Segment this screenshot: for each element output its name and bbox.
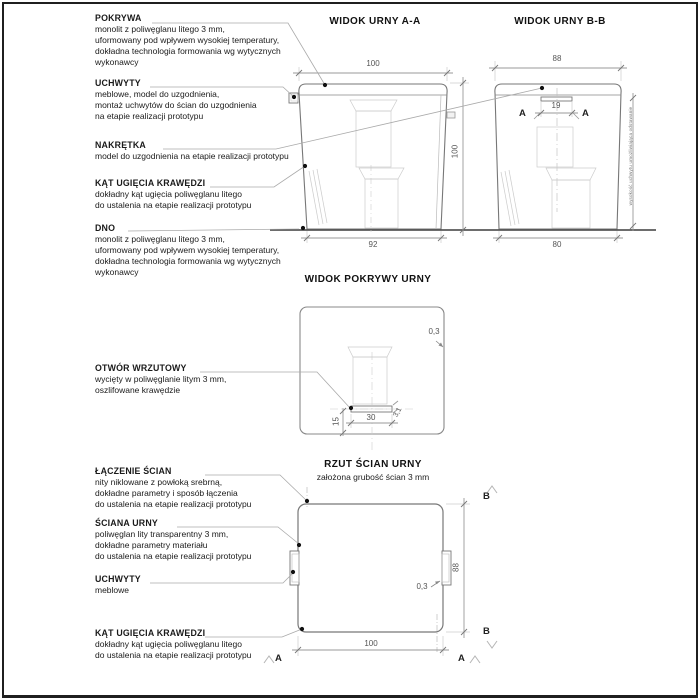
annotation-uchwyty-top: UCHWYTY meblowe, model do uzgodnienia, montaż uchwytów do ścian do uzgodnienia na etapie realizacji prototypu: [95, 78, 295, 122]
lid-dim-offset-label: 15: [331, 417, 341, 426]
view-bb-title: WIDOK URNY B-B: [514, 16, 606, 27]
annotation-title: ŚCIANA URNY: [95, 518, 158, 528]
dimension-lines: [292, 61, 636, 656]
annotation-title: UCHWYTY: [95, 78, 141, 88]
bb-section-letter-left: A: [519, 108, 526, 119]
annotation-kat-ugiecia-top: KĄT UGIĘCIA KRAWĘDZI dokładny kąt ugięcia poliwęglanu litego do ustalenia na etapie realizacji prototypu: [95, 178, 295, 211]
annotation-title: NAKRĘTKA: [95, 140, 146, 150]
annotation-title: ŁĄCZENIE ŚCIAN: [95, 466, 172, 476]
view-plan-subtitle: założona grubość ścian 3 mm: [316, 472, 430, 482]
plan-dim-height-label: 88: [451, 563, 461, 572]
aa-dim-height-label: 100: [450, 144, 460, 159]
plan-marker-a-right: A: [458, 653, 465, 664]
annotation-dno: DNO monolit z poliwęglanu litego 3 mm, uformowany pod wpływem wysokiej temperatury, dokładna technologia formowania wg wytycznych wykonawcy: [95, 223, 295, 278]
bb-dim-slot-label: 19: [551, 101, 561, 110]
view-lid-drawing: [300, 307, 444, 452]
bb-section-letter-right: A: [582, 108, 589, 119]
annotation-otwor-wrzutowy: OTWÓR WRZUTOWY wycięty w poliwęglanie litym 3 mm, oszlifowane krawędzie: [95, 363, 295, 396]
annotation-title: KĄT UGIĘCIA KRAWĘDZI: [95, 628, 206, 638]
annotation-title: OTWÓR WRZUTOWY: [95, 363, 187, 373]
lid-dim-corner-label: 0,3: [428, 327, 440, 336]
view-aa-title: WIDOK URNY A-A: [329, 16, 421, 27]
annotation-kat-ugiecia-bottom: KĄT UGIĘCIA KRAWĘDZI dokładny kąt ugięcia poliwęglanu litego do ustalenia na etapie realizacji prototypu: [95, 628, 295, 661]
annotation-pokrywa: POKRYWA monolit z poliwęglanu litego 3 mm, uformowany pod wpływem wysokiej temperatury, dokładna technologia formowania wg wytycznych wykonawcy: [95, 13, 295, 68]
plan-marker-b-bottom: B: [483, 626, 490, 637]
lid-dim-slot-width-label: 30: [366, 413, 376, 422]
aa-dim-top-label: 100: [366, 59, 380, 68]
plan-marker-a-left: A: [275, 653, 282, 664]
plan-dim-width-label: 100: [364, 639, 378, 648]
annotation-nakretka: NAKRĘTKA model do uzgodnienia na etapie realizacji prototypu: [95, 140, 295, 162]
bb-side-note: wysokość uchwytu umożliwiająca odstawanie: [628, 106, 633, 206]
view-lid-title: WIDOK POKRYWY URNY: [304, 274, 432, 285]
annotation-laczenie-scian: ŁĄCZENIE ŚCIAN nity niklowane z powłoką srebrną, dokładne parametry i sposób łączenia do ustalenia na etapie realizacji prototypu: [95, 466, 295, 510]
bb-dim-bottom-label: 80: [552, 240, 562, 249]
annotation-title: POKRYWA: [95, 13, 142, 23]
leader-dots: [291, 83, 544, 631]
lid-dim-slot-height-label: 3,1: [392, 406, 404, 419]
aa-dim-bottom-label: 92: [368, 240, 378, 249]
view-aa-drawing: [289, 84, 455, 232]
plan-dim-corner-label: 0,3: [416, 582, 428, 591]
plan-marker-b-top: B: [483, 491, 490, 502]
annotation-sciana-urny: ŚCIANA URNY poliwęglan lity transparentny 3 mm, dokładne parametry materiału do ustalenia na etapie realizacji prototypu: [95, 518, 295, 562]
annotation-uchwyty-bottom: UCHWYTY meblowe: [95, 574, 295, 596]
annotation-title: KĄT UGIĘCIA KRAWĘDZI: [95, 178, 206, 188]
view-plan-drawing: [264, 486, 497, 663]
annotation-title: UCHWYTY: [95, 574, 141, 584]
bb-dim-top-label: 88: [552, 54, 562, 63]
annotation-title: DNO: [95, 223, 116, 233]
view-plan-title: RZUT ŚCIAN URNY: [324, 459, 422, 470]
